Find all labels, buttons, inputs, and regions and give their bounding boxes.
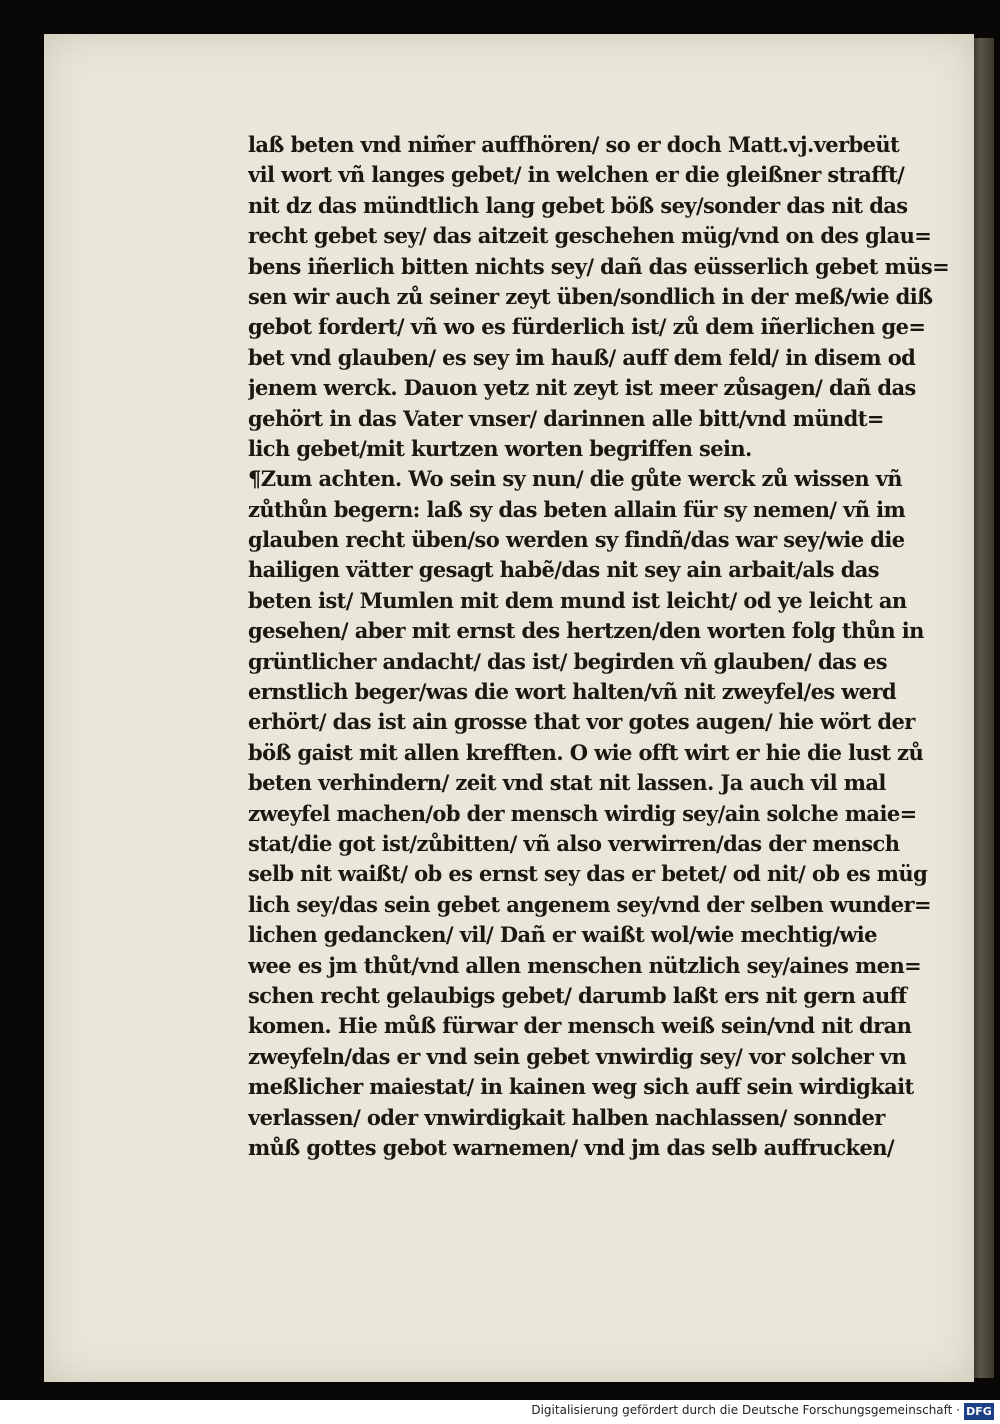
text-line: beten verhindern/ zeit vnd stat nit lassen. Ja auch vil mal [248, 770, 886, 796]
book-page [44, 34, 974, 1382]
dfg-logo: DFG [964, 1403, 994, 1420]
text-line: laß beten vnd nim̃er auffhören/ so er doch Matt.vj.verbeüt [248, 132, 900, 157]
text-line: glauben recht üben/so werden sy findñ/das war sey/wie die [248, 527, 905, 553]
text-line: ¶Zum achten. Wo sein sy nun/ die gůte werck zů wissen vñ [248, 466, 902, 492]
text-line: erhört/ das ist ain grosse that vor gotes augen/ hie wört der [248, 709, 915, 735]
text-line: komen. Hie můß fürwar der mensch weiß sein/vnd nit dran [248, 1013, 912, 1039]
text-line: jenem werck. Dauon yetz nit zeyt ist meer zůsagen/ dañ das [248, 375, 916, 401]
funding-credit: Digitalisierung gefördert durch die Deutsche Forschungsgemeinschaft · [531, 1403, 960, 1417]
text-line: recht gebet sey/ das aitzeit geschehen müg/vnd on des glau= [248, 223, 932, 249]
text-line: zůthůn begern: laß sy das beten allain für sy nemen/ vñ im [248, 496, 906, 522]
text-line: vil wort vñ langes gebet/ in welchen er die gleißner strafft/ [248, 162, 905, 188]
text-line: stat/die got ist/zůbitten/ vñ also verwirren/das der mensch [248, 830, 900, 856]
text-line: beten ist/ Mumlen mit dem mund ist leicht/ od ye leicht an [248, 587, 907, 613]
text-line: bens iñerlich bitten nichts sey/ dañ das eüsserlich gebet müs= [248, 253, 950, 279]
footer-bar [0, 1400, 1000, 1424]
text-line: verlassen/ oder vnwirdigkait halben nachlassen/ sonnder [248, 1104, 885, 1130]
page-text-block [248, 130, 958, 1163]
text-line: gebot fordert/ vñ wo es fürderlich ist/ zů dem iñerlichen ge= [248, 314, 926, 340]
text-line: bet vnd glauben/ es sey im hauß/ auff dem feld/ in disem od [248, 344, 916, 370]
text-line: ernstlich beger/was die wort halten/vñ nit zweyfel/es werd [248, 679, 897, 705]
text-line: hailigen vätter gesagt habẽ/das nit sey ain arbait/als das [248, 557, 880, 583]
text-line: selb nit waißt/ ob es ernst sey das er betet/ od nit/ ob es müg [248, 861, 928, 887]
text-line: sen wir auch zů seiner zeyt üben/sondlich in der meß/wie diß [248, 283, 933, 309]
text-line: gesehen/ aber mit ernst des hertzen/den worten folg thůn in [248, 618, 924, 644]
text-line: lichen gedancken/ vil/ Dañ er waißt wol/wie mechtig/wie [248, 922, 877, 948]
text-line: gehört in das Vater vnser/ darinnen alle bitt/vnd mündt= [248, 405, 884, 431]
text-line: zweyfeln/das er vnd sein gebet vnwirdig sey/ vor solcher vn [248, 1043, 907, 1069]
text-line: lich sey/das sein gebet angenem sey/vnd der selben wunder= [248, 891, 931, 917]
text-line: böß gaist mit allen krefften. O wie offt wirt er hie die lust zů [248, 739, 924, 765]
text-line: grüntlicher andacht/ das ist/ begirden vñ glauben/ das es [248, 648, 887, 674]
text-line: lich gebet/mit kurtzen worten begriffen sein. [248, 435, 752, 461]
text-line: můß gottes gebot warnemen/ vnd jm das selb auffrucken/ [248, 1134, 894, 1160]
text-line: zweyfel machen/ob der mensch wirdig sey/ain solche maie= [248, 800, 917, 826]
text-line: nit dz das mündtlich lang gebet böß sey/sonder das nit das [248, 192, 908, 218]
text-line: schen recht gelaubigs gebet/ darumb laßt ers nit gern auff [248, 982, 907, 1008]
text-line: meßlicher maiestat/ in kainen weg sich auff sein wirdigkait [248, 1074, 914, 1100]
text-line: wee es jm thůt/vnd allen menschen nützlich sey/aines men= [248, 952, 922, 978]
